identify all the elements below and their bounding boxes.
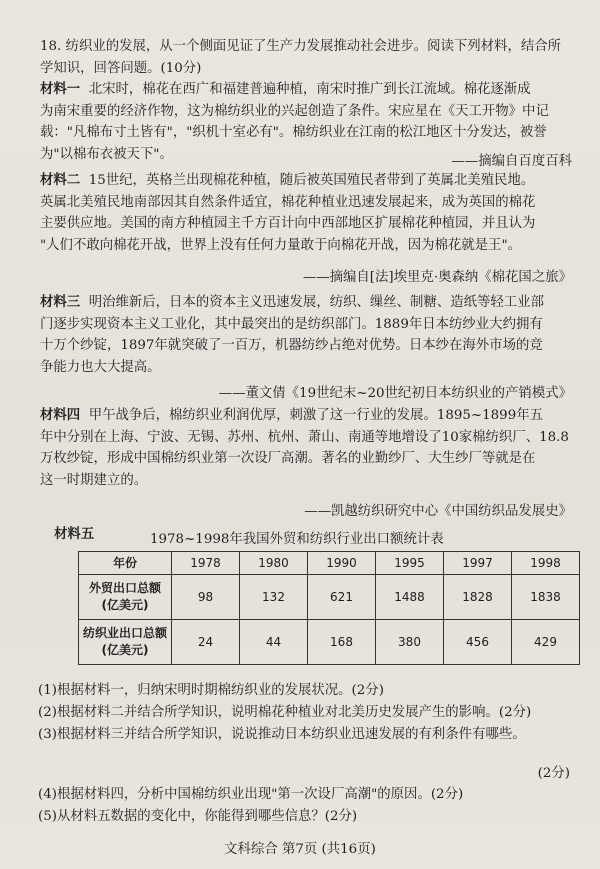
material-4-line-2: 年中分别在上海、宁波、无锡、苏州、杭州、萧山、南通等地增设了10家棉纺织厂、18.8 xyxy=(40,429,569,445)
material-3-line-2: 门逐步实现资本主义工业化，其中最突出的是纺织部门。1889年日本纺纱业大约拥有 xyxy=(40,316,543,332)
sub-question-5: (5)从材料五数据的变化中，你能得到哪些信息？(2分) xyxy=(38,809,358,824)
table-year: 1995 xyxy=(376,552,444,575)
material-1-source: ——摘编自百度百科 xyxy=(451,154,572,169)
table-header-row xyxy=(79,552,580,575)
material-2-line-2: 英属北美殖民地南部因其自然条件适宜，棉花种植业迅速发展起来，成为英国的棉花 xyxy=(40,194,536,210)
material-3-label: 材料三 xyxy=(40,295,81,310)
material-5-title: 1978~1998年我国外贸和纺织行业出口额统计表 xyxy=(150,532,444,547)
sub-question-4: (4)根据材料四，分析中国棉纺织业出现"第一次设厂高潮"的原因。(2分) xyxy=(38,787,464,802)
sub-question-3-score: (2分) xyxy=(537,766,570,781)
stem-line-2: 学知识，回答问题。(10分) xyxy=(40,60,202,76)
material-2-line-3: 主要供应地。美国的南方种植园主千方百计向中西部地区扩展棉花种植园，并且认为 xyxy=(40,216,536,232)
table-cell: 44 xyxy=(240,620,308,665)
sub-question-2: (2)根据材料二并结合所学知识，说明棉花种植业对北美历史发展产生的影响。(2分) xyxy=(38,705,532,720)
page-footer: 文科综合 第7页 (共16页) xyxy=(224,842,376,857)
table-cell: 1488 xyxy=(376,575,444,620)
material-4-line-4: 这一时期建立的。 xyxy=(40,472,148,488)
table-cell: 456 xyxy=(444,620,512,665)
table-cell: 168 xyxy=(308,620,376,665)
material-2-line-4: "人们不敢向棉花开战，世界上没有任何力量敢于向棉花开战，因为棉花就是王"。 xyxy=(40,237,521,253)
table-cell: 621 xyxy=(308,575,376,620)
table-row-label xyxy=(79,620,172,665)
table-cell: 1838 xyxy=(512,575,580,620)
material-1-line-3: 载："凡棉布寸土皆有"，"织机十室必有"。棉纺织业在江南的松江地区十分发达，被誉 xyxy=(40,125,547,141)
table-cell: 98 xyxy=(172,575,240,620)
row-label-line-2: (亿美元) xyxy=(101,643,149,657)
material-3-line-4: 争能力也大大提高。 xyxy=(40,359,161,375)
table-year: 1978 xyxy=(172,552,240,575)
table-row xyxy=(79,620,580,665)
material-1-line-1: 北宋时，棉花在西广和福建普遍种植，南宋时推广到长江流域。棉花逐渐成 xyxy=(88,82,531,97)
table-cell: 132 xyxy=(240,575,308,620)
material-3-line-1: 明治维新后，日本的资本主义迅速发展，纺织、缫丝、制糖、造纸等轻工业部 xyxy=(88,295,544,310)
row-label-line-1: 纺织业出口总额 xyxy=(82,626,167,640)
material-4-label: 材料四 xyxy=(40,408,81,423)
row-label-line-2: (亿美元) xyxy=(101,598,149,612)
table-cell: 24 xyxy=(172,620,240,665)
table-year: 1980 xyxy=(240,552,308,575)
material-2-line-1: 15世纪，英格兰出现棉花种植，随后被英国殖民者带到了英属北美殖民地。 xyxy=(88,173,535,188)
material-2 xyxy=(40,170,576,256)
material-1-line-4: 为"以棉布衣被天下"。 xyxy=(40,146,173,162)
material-4-source: ——凯越纺织研究中心《中国纺织品发展史》 xyxy=(304,504,572,519)
material-2-source: ——摘编自[法]埃里克·奥森纳《棉花国之旅》 xyxy=(302,270,572,285)
stem-line-1: 18. 纺织业的发展，从一个侧面见证了生产力发展推动社会进步。阅读下列材料，结合所 xyxy=(40,39,562,54)
table-cell: 380 xyxy=(376,620,444,665)
sub-question-1: (1)根据材料一，归纳宋明时期棉纺织业的发展状况。(2分) xyxy=(38,683,384,698)
table-row-label xyxy=(79,575,172,620)
table-year: 1998 xyxy=(512,552,580,575)
table-year: 1990 xyxy=(308,552,376,575)
material-1-line-2: 为南宋重要的经济作物，这为棉纺织业的兴起创造了条件。宋应星在《天工开物》中记 xyxy=(40,103,549,119)
question-stem xyxy=(40,36,576,79)
table-header-label: 年份 xyxy=(79,552,172,575)
material-4 xyxy=(40,405,576,491)
sub-question-3: (3)根据材料三并结合所学知识，说说推动日本纺织业迅速发展的有利条件有哪些。 xyxy=(38,727,526,742)
material-3-source: ——董文倩《19世纪末~20世纪初日本纺织业的产销模式》 xyxy=(218,386,572,401)
row-label-line-1: 外贸出口总额 xyxy=(88,581,161,595)
table-year: 1997 xyxy=(444,552,512,575)
material-3-line-3: 十万个纱锭，1897年就突破了一百万，机器纺纱占绝对优势。日本纱在海外市场的竞 xyxy=(40,338,543,354)
table-cell: 1828 xyxy=(444,575,512,620)
material-2-label: 材料二 xyxy=(40,173,81,188)
material-3 xyxy=(40,292,576,378)
material-4-line-3: 万枚纱锭，形成中国棉纺织业第一次设厂高潮。著名的业勤纱厂、大生纱厂等就是在 xyxy=(40,451,536,467)
material-5-label: 材料五 xyxy=(54,527,95,542)
export-table xyxy=(78,551,580,665)
table-row xyxy=(79,575,580,620)
table-cell: 429 xyxy=(512,620,580,665)
material-1-label: 材料一 xyxy=(40,82,81,97)
material-4-line-1: 甲午战争后，棉纺织业利润优厚，刺激了这一行业的发展。1895~1899年五 xyxy=(88,408,543,423)
